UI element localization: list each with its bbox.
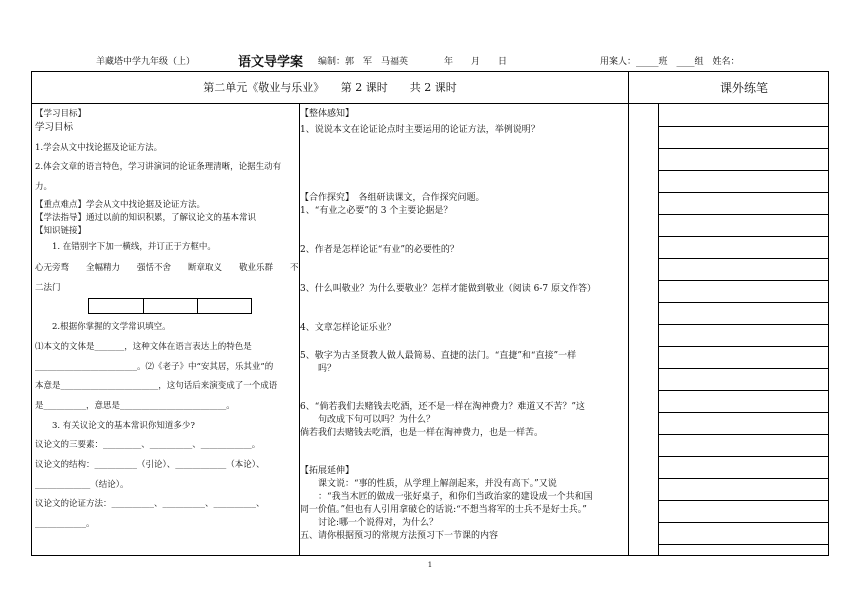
page-header bbox=[0, 52, 860, 68]
goal-item: 1.学会从文中找论据及论证方法。 bbox=[35, 143, 163, 153]
fill-blank: ________________________。⑵《老子》中“安其居，乐其业”的 bbox=[35, 362, 274, 372]
key-points: 【重点难点】学会从文中找论据及论证方法。 bbox=[35, 200, 206, 210]
question: 倘若我们去赌钱去吃酒，也是一样在淘神费力，也是一样苦。 bbox=[300, 428, 544, 438]
editor-label: 编制：郭 军 马福英 bbox=[318, 57, 409, 67]
assignment: 五、请你根据预习的常规方法预习下一节课的内容 bbox=[300, 531, 499, 541]
page-number: 1 bbox=[427, 561, 433, 569]
fill-blank: 议论文的三要素：_________、__________、____________。 bbox=[35, 440, 261, 450]
school-label: 羊藏塔中学九年级（上） bbox=[96, 57, 196, 67]
fill-blank: 本意是_______________________，这句话后来演变成了一个成语 bbox=[35, 381, 278, 391]
question: 5、敬字为古圣贤教人做人最简易、直捷的法门。“直捷”和“直接”一样 bbox=[300, 351, 577, 361]
study-method: 【学法指导】通过以前的知识积累，了解议论文的基本常识 bbox=[35, 213, 257, 223]
question: 4、文章怎样论证乐业？ bbox=[300, 323, 396, 333]
correction-boxes[interactable] bbox=[88, 298, 252, 314]
goals-title: 学习目标 bbox=[35, 122, 74, 133]
date-label: 年 月 日 bbox=[444, 57, 508, 67]
fill-blank: ⑴本文的文体是_______，这种文体在语言表达上的特色是 bbox=[35, 342, 252, 352]
lesson-title: 第二单元《敬业与乐业》 第 2 课时 共 2 课时 bbox=[203, 81, 457, 94]
goal-item: 2.体会文章的语言特色，学习讲演词的论证条理清晰，论据生动有 bbox=[35, 162, 282, 172]
subject-title: 语文导学案 bbox=[238, 55, 304, 70]
section-heading: 【拓展延伸】 bbox=[300, 466, 355, 476]
fill-blank: 议论文的论证方法：__________、__________、__________、 bbox=[35, 499, 265, 509]
goal-item: 力。 bbox=[35, 182, 53, 192]
word-list: 心无旁骛 全幅精力 强恬不舍 断章取义 敬业乐群 不 bbox=[35, 263, 299, 273]
question: 吗？ bbox=[300, 364, 337, 374]
question: 1、“有业之必要”的 3 个主要论据是？ bbox=[300, 206, 453, 216]
user-label: 用案人：_____班 ____组 姓名： bbox=[600, 57, 740, 67]
passage: ：“我当木匠的做成一张好桌子，和你们当政治家的建设成一个共和国 bbox=[300, 492, 593, 502]
section-heading: 【整体感知】 bbox=[300, 109, 355, 119]
side-column-title: 课外练笔 bbox=[719, 81, 768, 95]
exercise-instruction: 2.根据你掌握的文学常识填空。 bbox=[35, 322, 171, 332]
word-list: 二法门 bbox=[35, 283, 61, 293]
fill-blank: _____________（结论）。 bbox=[35, 480, 129, 490]
fill-blank: ____________。 bbox=[35, 519, 95, 529]
question: 2、作者是怎样论证“有业”的必要性的？ bbox=[300, 245, 459, 255]
question: 3、什么叫敬业？为什么要敬业？怎样才能做到敬业（阅读 6-7 原文作答） bbox=[300, 284, 596, 294]
section-heading: 【知识链接】 bbox=[35, 226, 87, 236]
question: 句改成下句可以吗？为什么？ bbox=[300, 415, 436, 425]
exercise-instruction: 3. 有关议论文的基本常识你知道多少? bbox=[35, 421, 195, 431]
section-heading: 【合作探究】 各组研读课文，合作探究问题。 bbox=[300, 193, 485, 203]
fill-blank: 是__________，意思是_________________________。 bbox=[35, 401, 235, 411]
writing-lines bbox=[658, 104, 829, 556]
passage: 同一价值。”但也有人引用拿破仑的话说:“不想当将军的士兵不是好士兵。” bbox=[300, 505, 587, 515]
section-heading: 【学习目标】 bbox=[35, 109, 87, 119]
exercise-instruction: 1. 在错别字下加一横线，并订正于方框中。 bbox=[35, 242, 216, 252]
fill-blank: 议论文的结构：__________（引论）、____________（本论）、 bbox=[35, 460, 265, 470]
passage: 课文说：“事的性质，从学理上解剖起来，并没有高下。”又说 bbox=[300, 479, 557, 489]
question: 6、“倘若我们去赌钱去吃酒，还不是一样在淘神费力？难道又不苦？”这 bbox=[300, 402, 585, 412]
passage: 讨论:哪一个说得对，为什么？ bbox=[300, 518, 439, 528]
question: 1、说说本文在论证论点时主要运用的论证方法，举例说明？ bbox=[300, 125, 540, 135]
